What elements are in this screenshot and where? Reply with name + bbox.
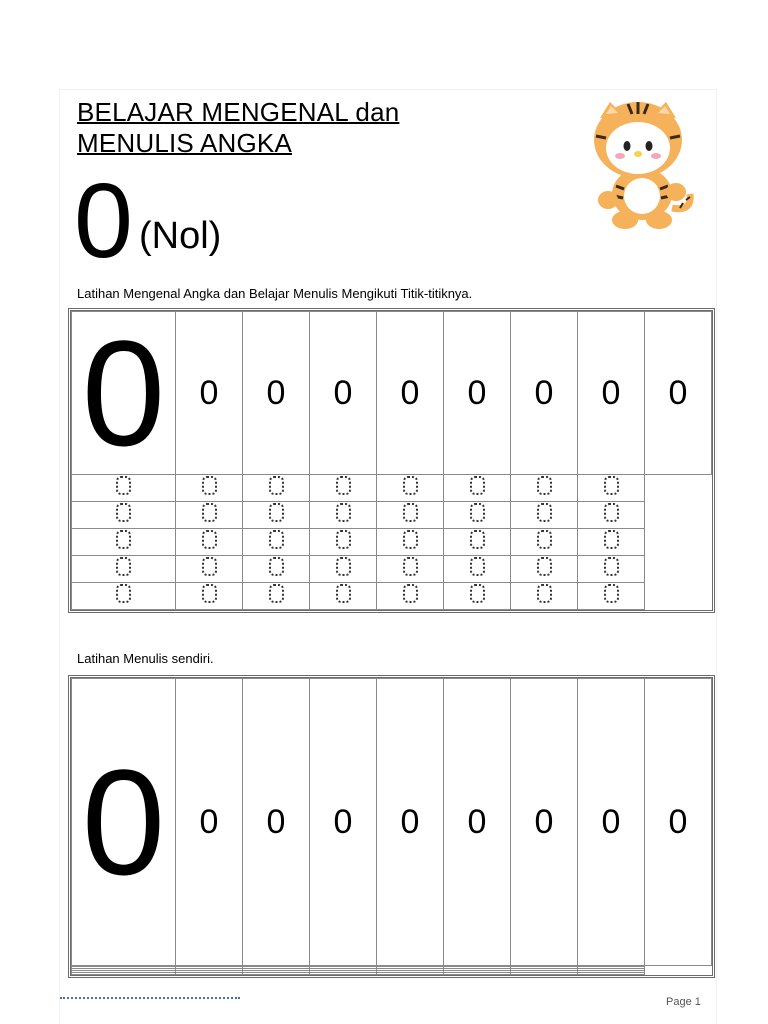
dotted-digit-cell (243, 529, 310, 556)
tracing-grid (68, 308, 715, 613)
dotted-digit-cell (310, 502, 377, 529)
dotted-digit-cell (243, 555, 310, 582)
header-digit-cell: 0 (243, 312, 310, 475)
worksheet-title (77, 97, 399, 159)
dotted-zero-guide (403, 503, 418, 522)
dotted-digit-cell (578, 529, 645, 556)
tiger-costume-cat-icon (580, 96, 698, 236)
dotted-digit-cell (176, 555, 243, 582)
tracing-row (72, 555, 712, 582)
grid-header-row (72, 312, 712, 475)
empty-writing-cell[interactable] (310, 973, 377, 975)
header-digit-cell: 0 (176, 312, 243, 475)
dotted-zero-guide (470, 503, 485, 522)
dotted-digit-cell (377, 555, 444, 582)
dotted-digit-cell (511, 582, 578, 609)
footer-link-line (60, 997, 240, 1005)
dotted-digit-cell (72, 555, 176, 582)
header-digit-cell: 0 (511, 679, 578, 966)
dotted-digit-cell (310, 582, 377, 609)
dotted-digit-cell (72, 502, 176, 529)
dotted-zero-guide (403, 530, 418, 549)
header-digit-cell: 0 (511, 312, 578, 475)
tracing-row (72, 582, 712, 609)
dotted-digit-cell (578, 475, 645, 502)
dotted-digit-cell (72, 475, 176, 502)
tracing-row (72, 502, 712, 529)
dotted-zero-guide (202, 476, 217, 495)
dotted-zero-guide (470, 584, 485, 603)
dotted-digit-cell (444, 502, 511, 529)
footer-page-label: Page 1 (666, 996, 701, 1008)
dotted-zero-guide (604, 476, 619, 495)
header-digit-cell: 0 (578, 679, 645, 966)
dotted-digit-cell (176, 529, 243, 556)
dotted-zero-guide (604, 557, 619, 576)
header-digit-cell: 0 (243, 679, 310, 966)
dotted-digit-cell (377, 582, 444, 609)
big-digit-cell: 0 (72, 679, 176, 966)
dotted-zero-guide (537, 530, 552, 549)
dotted-zero-guide (336, 584, 351, 603)
dotted-digit-cell (243, 502, 310, 529)
dotted-zero-guide (116, 584, 131, 603)
dotted-digit-cell (310, 529, 377, 556)
header-digit-cell: 0 (578, 312, 645, 475)
dotted-digit-cell (511, 502, 578, 529)
dotted-digit-cell (578, 502, 645, 529)
dotted-digit-cell (444, 529, 511, 556)
dotted-digit-cell (243, 582, 310, 609)
dotted-zero-guide (202, 530, 217, 549)
header-digit-cell: 0 (377, 679, 444, 966)
header-digit-cell: 0 (444, 679, 511, 966)
dotted-digit-cell (377, 502, 444, 529)
dotted-digit-cell (176, 475, 243, 502)
dotted-zero-guide (336, 530, 351, 549)
grid-header-row (72, 679, 712, 966)
header-digit-cell: 0 (645, 679, 712, 966)
dotted-digit-cell (511, 555, 578, 582)
dotted-zero-guide (604, 530, 619, 549)
dotted-zero-guide (116, 557, 131, 576)
empty-writing-cell[interactable] (578, 973, 645, 975)
empty-writing-cell[interactable] (377, 973, 444, 975)
section1-instruction: Latihan Mengenal Angka dan Belajar Menulis Mengikuti Titik-titiknya. (77, 286, 473, 301)
dotted-digit-cell (176, 502, 243, 529)
dotted-zero-guide (116, 503, 131, 522)
dotted-zero-guide (116, 530, 131, 549)
section2-instruction: Latihan Menulis sendiri. (77, 651, 214, 666)
dotted-digit-cell (444, 582, 511, 609)
header-digit-cell: 0 (310, 679, 377, 966)
header-digit-cell: 0 (310, 312, 377, 475)
dotted-zero-guide (403, 557, 418, 576)
writing-grid (68, 675, 715, 978)
dotted-zero-guide (403, 584, 418, 603)
dotted-zero-guide (116, 476, 131, 495)
dotted-zero-guide (470, 530, 485, 549)
title-line-2: MENULIS ANGKA (77, 128, 292, 158)
empty-writing-cell[interactable] (444, 973, 511, 975)
dotted-zero-guide (336, 503, 351, 522)
dotted-zero-guide (269, 557, 284, 576)
dotted-digit-cell (377, 475, 444, 502)
dotted-zero-guide (269, 503, 284, 522)
dotted-digit-cell (243, 475, 310, 502)
dotted-digit-cell (578, 582, 645, 609)
dotted-zero-guide (537, 476, 552, 495)
dotted-digit-cell (444, 555, 511, 582)
dotted-digit-cell (511, 529, 578, 556)
empty-writing-cell[interactable] (511, 973, 578, 975)
empty-writing-cell[interactable] (243, 973, 310, 975)
dotted-zero-guide (336, 476, 351, 495)
dotted-zero-guide (537, 503, 552, 522)
number-digit: 0 (74, 162, 133, 280)
writing-row (72, 973, 712, 975)
empty-writing-cell[interactable] (72, 973, 176, 975)
big-digit-cell: 0 (72, 312, 176, 475)
dotted-zero-guide (537, 557, 552, 576)
header-digit-cell: 0 (176, 679, 243, 966)
header-digit-cell: 0 (645, 312, 712, 475)
dotted-zero-guide (604, 584, 619, 603)
dotted-zero-guide (336, 557, 351, 576)
dotted-zero-guide (537, 584, 552, 603)
header-digit-cell: 0 (377, 312, 444, 475)
dotted-digit-cell (377, 529, 444, 556)
dotted-zero-guide (604, 503, 619, 522)
dotted-digit-cell (511, 475, 578, 502)
dotted-zero-guide (403, 476, 418, 495)
dotted-zero-guide (470, 557, 485, 576)
dotted-digit-cell (72, 582, 176, 609)
dotted-digit-cell (578, 555, 645, 582)
dotted-digit-cell (72, 529, 176, 556)
dotted-zero-guide (470, 476, 485, 495)
title-line-1: BELAJAR MENGENAL dan (77, 97, 400, 127)
empty-writing-cell[interactable] (176, 973, 243, 975)
dotted-digit-cell (310, 555, 377, 582)
tracing-row (72, 475, 712, 502)
dotted-zero-guide (202, 557, 217, 576)
dotted-digit-cell (176, 582, 243, 609)
tracing-row (72, 529, 712, 556)
dotted-zero-guide (202, 503, 217, 522)
dotted-digit-cell (310, 475, 377, 502)
dotted-zero-guide (269, 530, 284, 549)
dotted-zero-guide (269, 584, 284, 603)
dotted-zero-guide (202, 584, 217, 603)
dotted-zero-guide (269, 476, 284, 495)
number-name: (Nol) (139, 215, 222, 257)
dotted-digit-cell (444, 475, 511, 502)
header-digit-cell: 0 (444, 312, 511, 475)
